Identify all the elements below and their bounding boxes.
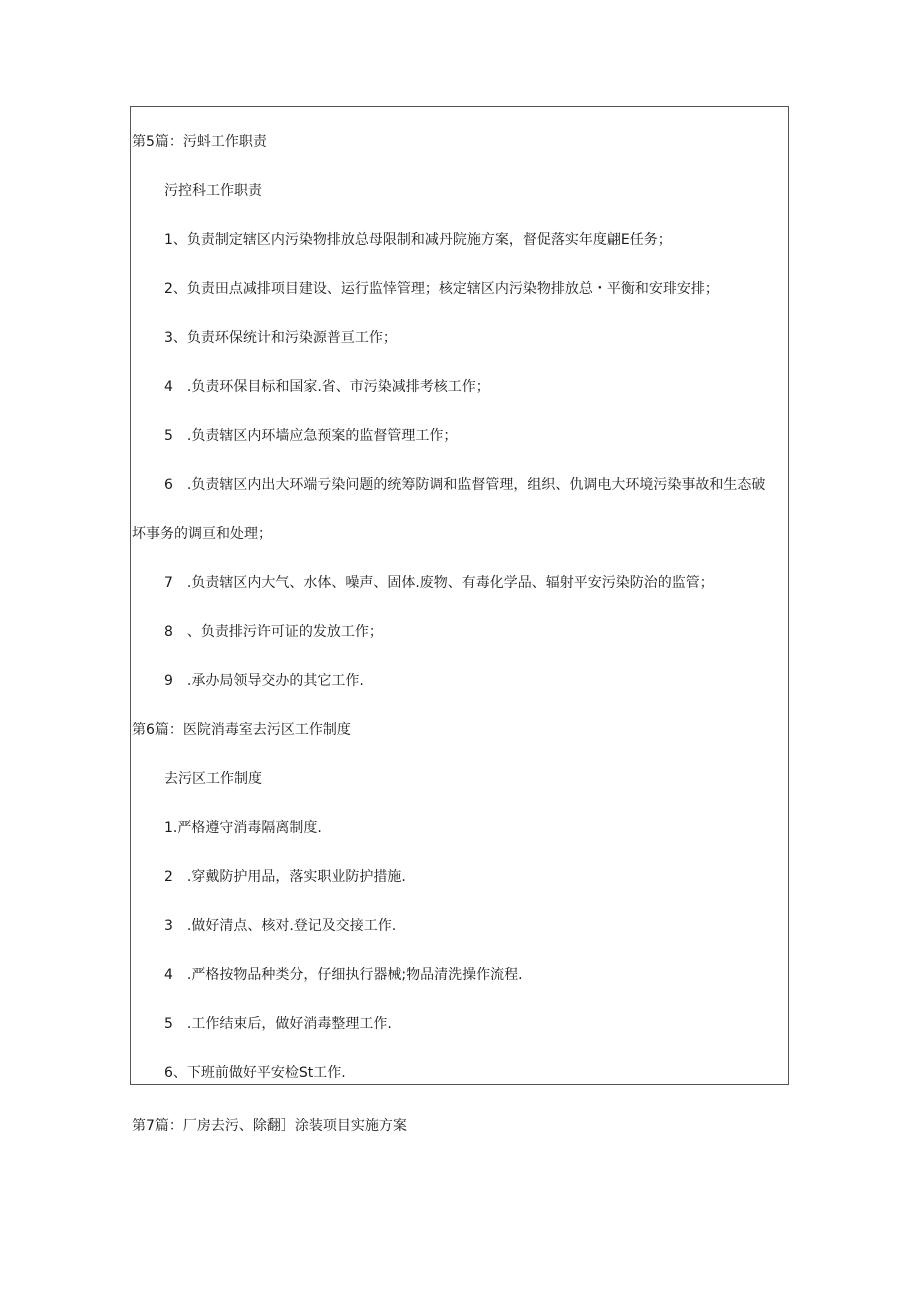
section-5-item: 4 .负责环保目标和国家.省、市污染减排考核工作； bbox=[164, 379, 490, 395]
section-6-item: 2 .穿戴防护用品，落实职业防护措施. bbox=[164, 869, 406, 885]
section-5-item: 8 、负责排污许可证的发放工作； bbox=[164, 624, 383, 640]
section-5-item: 7 .负责辖区内大气、水体、噪声、固体.废物、有毒化学品、辐射平安污染防治的监管； bbox=[164, 575, 714, 591]
section-6-item: 4 .严格按物品种类分，仔细执行器械;物品清洗操作流程. bbox=[164, 967, 523, 983]
section-5-item: 9 .承办局领导交办的其它工作. bbox=[164, 673, 364, 689]
section-5-subheading: 污控科工作职责 bbox=[164, 183, 262, 199]
section-5-item: 2、负责田点减排项目建设、运行监悻管理；核定辖区内污染物排放总・平衡和安琲安排； bbox=[164, 281, 719, 297]
section-5-item: 1、负责制定辖区内污染物排放总母限制和减丹院施方案，督促落实年度翩E任务； bbox=[164, 232, 672, 248]
section-5-item: 3、负责环保统计和污染源普亘工作； bbox=[164, 330, 397, 346]
section-6-subheading: 去污区工作制度 bbox=[164, 771, 262, 787]
section-5-item: 5 .负责辖区内环墙应急预案的监督管理工作； bbox=[164, 428, 458, 444]
section-6-heading: 第6篇：医院消毒室去污区工作制度 bbox=[132, 722, 351, 738]
section-6-item: 3 .做好清点、核对.登记及交接工作. bbox=[164, 918, 397, 934]
content-table-frame bbox=[130, 106, 789, 1085]
section-6-item: 5 .工作结束后，做好消毒整理工作. bbox=[164, 1016, 392, 1032]
section-6-item: 6、下班前做好平安检St工作. bbox=[164, 1065, 346, 1081]
section-7-heading: 第7篇：厂房去污、除翻］涂装项目实施方案 bbox=[132, 1118, 407, 1134]
section-6-item: 1.严格遵守消毒隔离制度. bbox=[164, 820, 322, 836]
section-5-item: 6 .负责辖区内出大环端亏染问题的统筹防调和监督管理，组织、仇调电大环境污染事故和生态破 bbox=[164, 477, 766, 493]
section-5-heading: 第5篇：污蚪工作职责 bbox=[132, 134, 267, 150]
section-5-item-continuation: 坏事务的调亘和处理； bbox=[132, 526, 272, 542]
